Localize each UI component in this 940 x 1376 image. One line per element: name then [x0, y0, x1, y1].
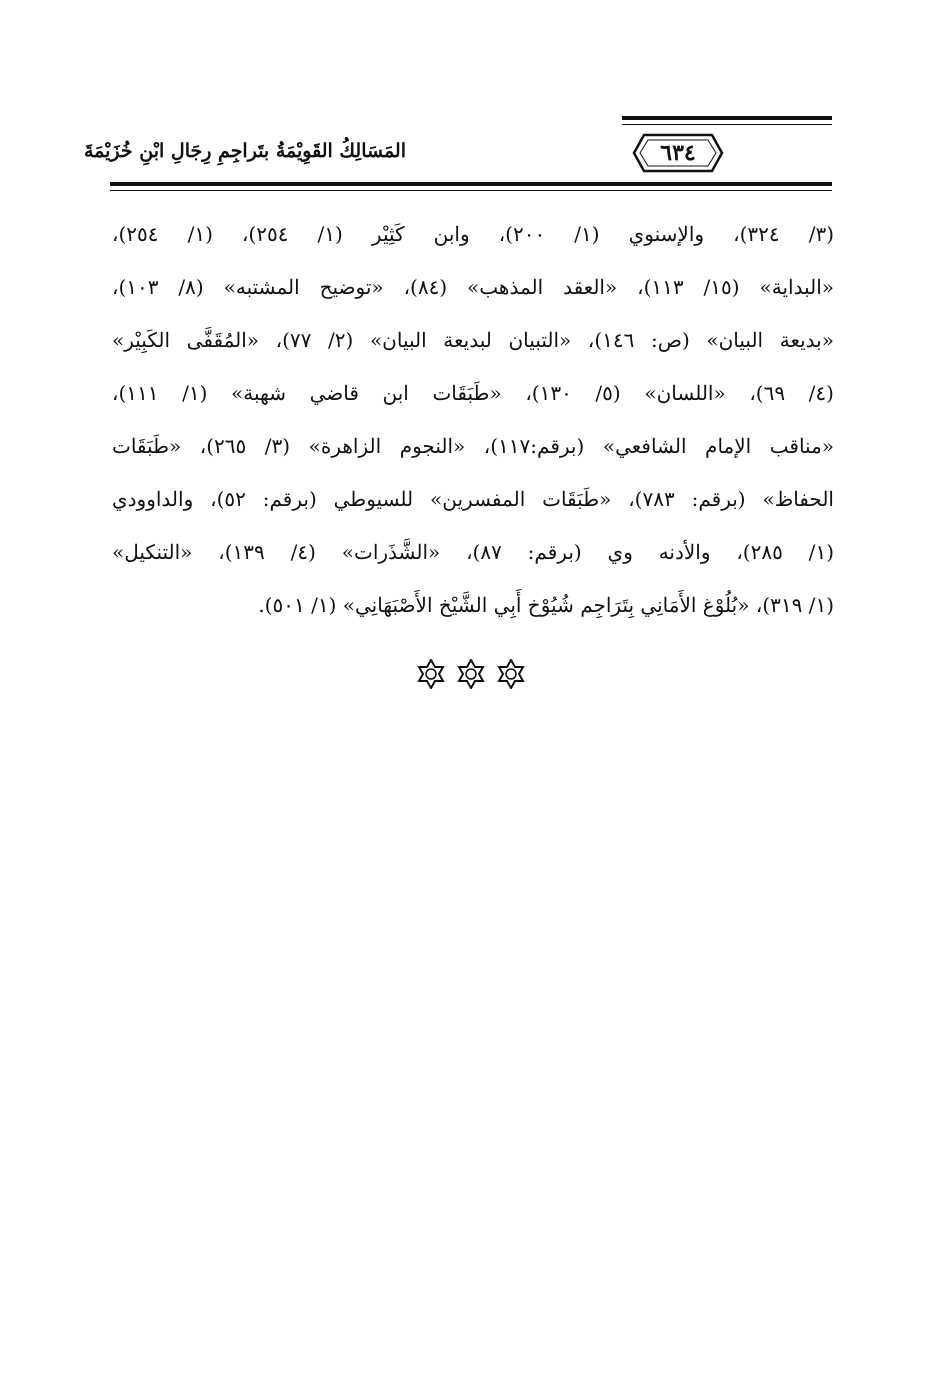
- text-line-7: (١/ ٢٨٥)، والأدنه وي (برقم: ٨٧)، «الشَّذَرات» (٤/ ١٣٩)، «التنكيل»: [112, 540, 834, 564]
- text-line-8: (١/ ٣١٩)، «بُلُوْغ الأَمَانِي بِتَرَاجِم شُيُوْخ أَبِي الشَّيْخ الأَصْبَهَانِي» (١/ ٥٠١).: [258, 593, 834, 617]
- text-line-6: الحفاظ» (برقم: ٧٨٣)، «طَبَقَات المفسرين» للسيوطي (برقم: ٥٢)، والداوودي: [112, 487, 834, 511]
- header-rule-top-thin: [622, 124, 832, 125]
- page-number-badge: [630, 130, 726, 176]
- page-header: [83, 112, 832, 192]
- text-line-5: «مناقب الإمام الشافعي» (برقم:١١٧)، «النجوم الزاهرة» (٣/ ٢٦٥)، «طَبَقَات: [112, 434, 834, 458]
- page-number: ٦٣٤: [660, 140, 696, 166]
- star-ornament-icon: [456, 659, 486, 689]
- text-line-2: «البداية» (١٥/ ١١٣)، «العقد المذهب» (٨٤)، «توضيح المشتبه» (٨/ ١٠٣)،: [112, 275, 834, 299]
- section-end-ornament: [416, 656, 526, 692]
- text-line-4: (٤/ ٦٩)، «اللسان» (٥/ ١٣٠)، «طَبَقَات ابن قاضي شهبة» (١/ ١١١)،: [112, 381, 834, 405]
- star-ornament-icon: [416, 659, 446, 689]
- running-title: المَسَالِكُ القَوِيْمَةُ بتَراجِمِ رِجَالِ ابْنِ خُزَيْمَةَ: [83, 140, 406, 162]
- star-ornament-icon: [496, 659, 526, 689]
- body-paragraph: [112, 208, 834, 632]
- text-line-3: «بديعة البيان» (ص: ١٤٦)، «التبيان لبديعة البيان» (٢/ ٧٧)، «المُقَفَّى الكَبِيْر»: [112, 328, 834, 352]
- header-rule-top-thick: [622, 116, 832, 120]
- header-rule-bottom-thick: [110, 182, 832, 186]
- header-rule-bottom-thin: [110, 190, 832, 191]
- text-line-1: (٣/ ٣٢٤)، والإسنوي (١/ ٢٠٠)، وابن كَثِيْر (١/ ٢٥٤)، (١/ ٢٥٤)،: [112, 222, 834, 246]
